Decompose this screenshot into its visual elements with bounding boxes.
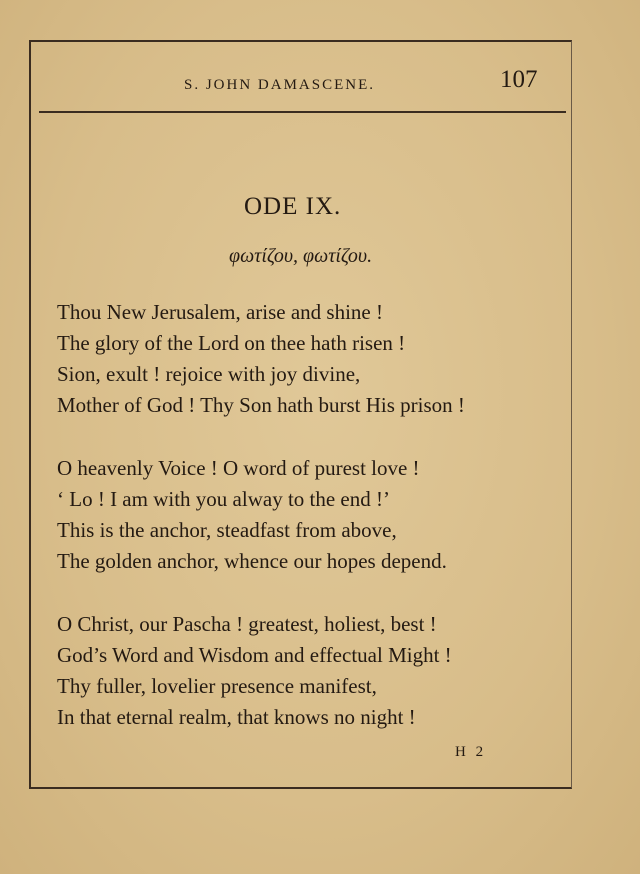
ode-title: ODE IX. <box>244 193 342 220</box>
verse-line: The golden anchor, whence our hopes depend. <box>57 549 447 573</box>
verse-line: God’s Word and Wisdom and effectual Might ! <box>57 643 452 667</box>
verse-line: Thy fuller, lovelier presence manifest, <box>57 674 377 698</box>
greek-heading: φωτίζου, φωτίζου. <box>229 245 373 267</box>
signature-mark: H 2 <box>455 744 487 760</box>
page-number: 107 <box>500 66 538 93</box>
verse-line: Sion, exult ! rejoice with joy divine, <box>57 362 361 386</box>
verse-line: Thou New Jerusalem, arise and shine ! <box>57 300 383 324</box>
verse-line: This is the anchor, steadfast from above, <box>57 518 397 542</box>
verse-line: O heavenly Voice ! O word of purest love ! <box>57 456 420 480</box>
stanza-3 <box>57 609 452 733</box>
verse-line: ‘ Lo ! I am with you alway to the end !’ <box>57 487 390 511</box>
verse-line: Mother of God ! Thy Son hath burst His prison ! <box>57 393 465 417</box>
header-rule <box>39 111 566 113</box>
running-head-title: S. JOHN DAMASCENE. <box>184 77 376 93</box>
verse-line: The glory of the Lord on thee hath risen ! <box>57 331 406 355</box>
stanza-2 <box>57 453 447 577</box>
verse-line: In that eternal realm, that knows no night ! <box>57 705 416 729</box>
stanza-1 <box>57 297 465 421</box>
verse-line: O Christ, our Pascha ! greatest, holiest, best ! <box>57 612 437 636</box>
